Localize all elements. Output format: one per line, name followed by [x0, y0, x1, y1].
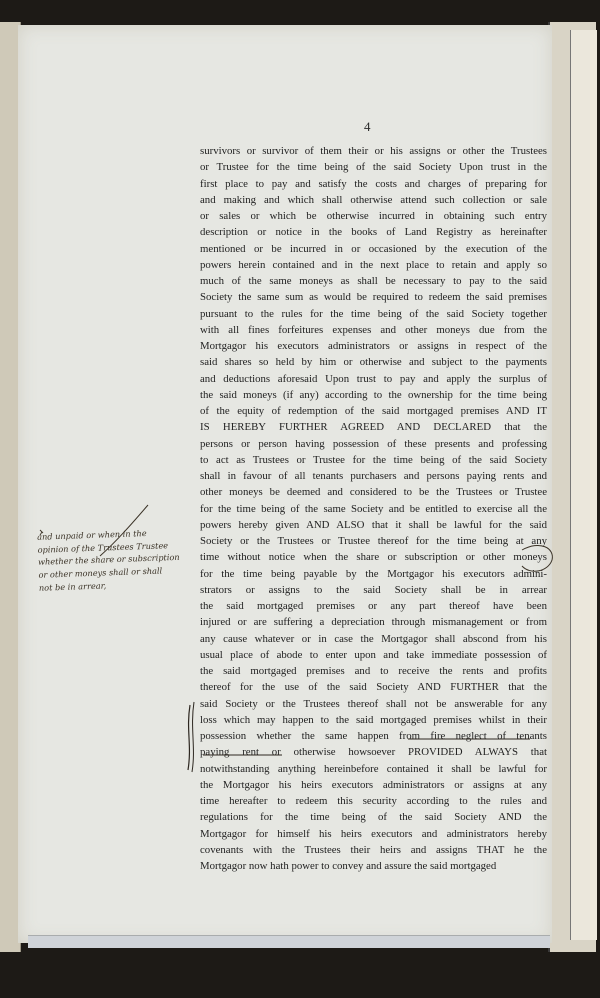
page-number: 4	[364, 119, 371, 134]
text-line: notwithstanding anything hereinbefore contained it shall be lawful for	[200, 762, 547, 775]
text-line: pursuant to the rules for the time being of the said Society together	[200, 307, 547, 320]
margin-note-line: or other moneys shall or shall	[38, 565, 163, 580]
text-line: of the equity of redemption of the said mortgaged premises AND IT	[200, 405, 547, 417]
text-line: other moneys be deemed and considered to be the Trustees or Trustee	[200, 486, 547, 499]
text-line: shall in favour of all tenants purchasers and persons paying rents and	[200, 470, 547, 482]
text-line: usual place of abode to enter upon and take immediate possession of	[200, 648, 547, 661]
text-line: for the time being of the same Society and be entitled to exercise all the	[200, 502, 547, 515]
text-line: said shares so held by him or otherwise and subject to the payments	[200, 356, 547, 369]
text-line: and making and which shall otherwise attend such collection or sale	[200, 193, 547, 206]
text-line: injured or are suffering a depreciation through mismanagement or from	[200, 616, 547, 629]
text-line: Mortgagor for himself his heirs executors and administrators hereby	[200, 827, 547, 840]
deed-body-text	[200, 143, 547, 874]
text-line: description or notice in the books of Land Registry as hereinafter	[200, 226, 547, 239]
text-line: survivors or survivor of them their or his assigns or other the Trustees	[200, 145, 547, 157]
text-line: persons or person having possession of these presents and professing	[200, 437, 547, 450]
text-line: covenants with the Trustees their heirs and assigns THAT he the	[200, 843, 547, 856]
text-line: time hereafter to redeem this security according to the rules and	[200, 795, 547, 807]
text-line: Society the same sum as would be required to redeem the said premises	[200, 291, 547, 304]
text-line: the Mortgagor his heirs executors administrators or assigns at any	[200, 778, 547, 791]
page-bottom-edge	[28, 935, 550, 948]
text-line: the said mortgaged premises or any part thereof have been	[200, 600, 547, 612]
text-line: paying rent or otherwise howsoever PROVIDED ALWAYS that	[200, 746, 547, 759]
text-line: powers herein contained and in the next place to retain and apply so	[200, 258, 547, 271]
text-line: said Society or the Trustees thereof shall not be answerable for any	[200, 697, 547, 710]
text-line: or sales or which be otherwise incurred in obtaining such entry	[200, 210, 547, 222]
text-line: Mortgagor now hath power to convey and assure the said mortgaged	[200, 860, 497, 872]
text-line: loss which may happen to the said mortgaged premises whilst in their	[200, 713, 547, 726]
text-line: regulations for the time being of the said Society AND the	[200, 811, 547, 824]
margin-note-line: whether the share or subscription	[37, 552, 180, 568]
page-stack-edge-inner	[570, 30, 597, 940]
text-line: to act as Trustees or Trustee for the time being of the said Society	[200, 453, 547, 466]
text-line: IS HEREBY FURTHER AGREED AND DECLARED that the	[200, 421, 547, 434]
text-line: the said mortgaged premises and to receive the rents and profits	[200, 665, 547, 677]
text-line: mentioned or be incurred in or occasioned by the execution of the	[200, 242, 547, 255]
text-line: Mortgagor his executors administrators or assigns in respect of the	[200, 340, 547, 352]
text-line: Society or the Trustees or Trustee thereof for the time being at any	[200, 535, 547, 547]
margin-note-line: opinion of the Trustees Trustee	[37, 539, 169, 555]
text-line: or Trustee for the time being of the said Society Upon trust in the	[200, 161, 547, 174]
text-line: possession whether the same happen from fire neglect of tenants	[200, 730, 547, 742]
text-line: and deductions aforesaid Upon trust to pay and apply the surplus of	[200, 372, 547, 385]
text-line: with all fines forfeitures expenses and other moneys due from the	[200, 323, 547, 336]
text-line: powers hereby given AND ALSO that it shall be lawful for the said	[200, 518, 547, 531]
text-line: for the time being payable by the Mortgagor his executors admini-	[200, 567, 547, 580]
text-line: time without notice when the share or subscription or other moneys	[200, 551, 547, 564]
text-line: any cause whatever or in case the Mortgagor shall abscond from his	[200, 632, 547, 645]
text-line: first place to pay and satisfy the costs and charges of preparing for	[200, 177, 547, 190]
text-line: thereof for the use of the said Society AND FURTHER that the	[200, 681, 547, 694]
margin-note-line: not be in arrear,	[38, 580, 107, 593]
text-line: the said moneys (if any) according to the ownership for the time being	[200, 388, 547, 401]
text-line: strators or assigns to the said Society shall be in arrear	[200, 583, 547, 596]
text-line: much of the same moneys as shall be necessary to pay to the said	[200, 275, 547, 287]
handwritten-margin-note	[37, 525, 199, 594]
margin-note-line: and unpaid or when in the	[36, 527, 147, 542]
